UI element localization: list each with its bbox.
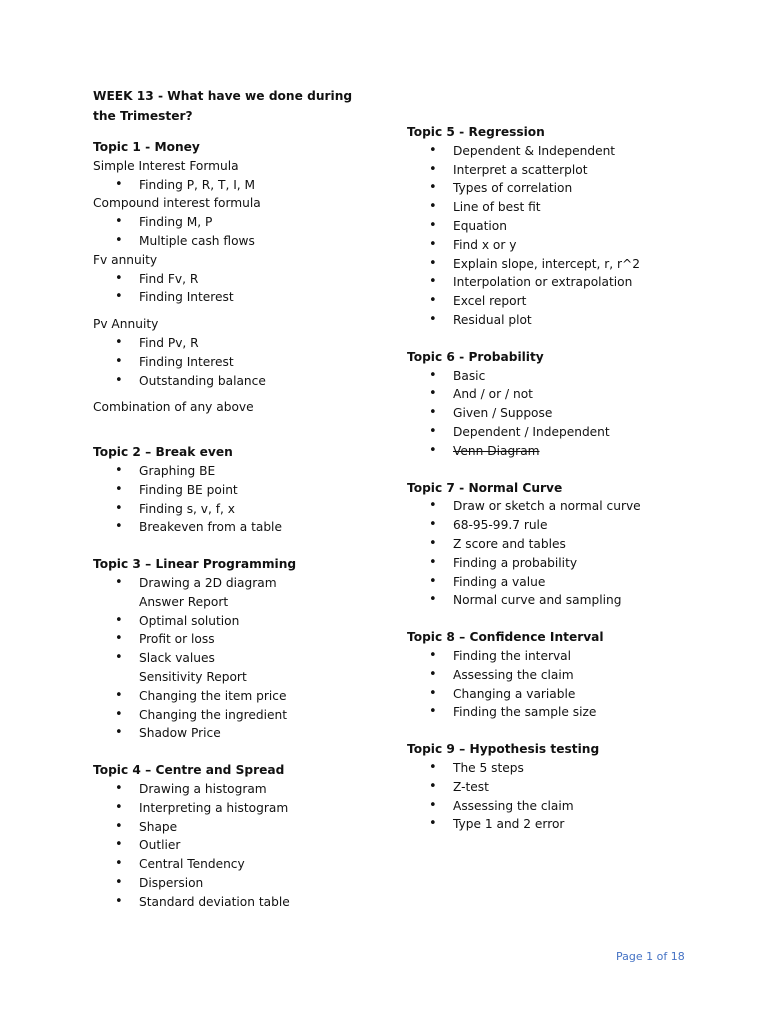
list-item: • And / or / not (407, 385, 707, 404)
bullet-list (93, 574, 363, 743)
bullet-list (407, 142, 707, 330)
topic-title: Topic 6 - Probability (407, 349, 544, 364)
list-item: • Residual plot (407, 311, 707, 330)
topic-block (407, 740, 707, 834)
list-item: • The 5 steps (407, 759, 707, 778)
topic-block (407, 348, 707, 461)
list-item: • Outlier (93, 836, 363, 855)
list-item: • Type 1 and 2 error (407, 815, 707, 834)
topic-title: Topic 1 - Money (93, 140, 200, 154)
list-item: • Types of correlation (407, 179, 707, 198)
subtopic-label: Fv annuity (93, 252, 158, 267)
topic-title: Topic 2 – Break even (93, 445, 233, 460)
subtopic-label: Combination of any above (93, 400, 254, 415)
bullet-list (93, 176, 363, 195)
page-number: Page 1 of 18 (616, 950, 685, 963)
bullet-list (407, 759, 707, 834)
topic-title: Topic 7 - Normal Curve (407, 480, 563, 495)
list-item: • Shape (93, 818, 363, 837)
subtopic-label: Pv Annuity (93, 317, 159, 332)
topic-title: Topic 4 – Centre and Spread (93, 763, 285, 778)
list-item: • Find x or y (407, 236, 707, 255)
list-item: • Changing the item price (93, 687, 363, 706)
list-item: • Finding a value (407, 573, 707, 592)
subtopic-label: Simple Interest Formula (93, 158, 239, 173)
list-item: • Finding P, R, T, I, M (93, 176, 363, 195)
bullet-list (93, 334, 363, 390)
list-item: • Finding Interest (93, 288, 363, 307)
list-item: • Given / Suppose (407, 404, 707, 423)
list-item: • Standard deviation table (93, 893, 363, 912)
right-column (407, 123, 707, 852)
list-item: • Finding s, v, f, x (93, 500, 363, 519)
list-item: • Find Fv, R (93, 270, 363, 289)
left-topic-list (93, 138, 363, 911)
subtopic-label: Compound interest formula (93, 196, 261, 211)
list-item: • Drawing a 2D diagram (93, 574, 363, 593)
list-item: Answer Report (139, 594, 229, 609)
bullet-list (407, 647, 707, 722)
topic-block (93, 555, 363, 743)
list-item: Sensitivity Report (139, 669, 247, 684)
topic-block (407, 479, 707, 611)
list-item: • Profit or loss (93, 630, 363, 649)
topic-title: Topic 5 - Regression (407, 125, 545, 139)
list-item: • Draw or sketch a normal curve (407, 497, 707, 516)
list-item: • Dispersion (93, 874, 363, 893)
topic-title: Topic 8 – Confidence Interval (407, 630, 604, 645)
list-item: • Z-test (407, 778, 707, 797)
right-topic-list (407, 123, 707, 834)
list-item: • Assessing the claim (407, 666, 707, 685)
list-item: • Multiple cash flows (93, 232, 363, 251)
topic-block (93, 443, 363, 537)
list-item: • Shadow Price (93, 724, 363, 743)
list-item: • Finding a probability (407, 554, 707, 573)
list-item: • Breakeven from a table (93, 518, 363, 537)
list-item: • Finding M, P (93, 213, 363, 232)
list-item: • Interpreting a histogram (93, 799, 363, 818)
list-item: • Dependent & Independent (407, 142, 707, 161)
bullet-list (93, 780, 363, 912)
bullet-list (407, 367, 707, 461)
list-item: • Line of best fit (407, 198, 707, 217)
list-item: • Outstanding balance (93, 372, 363, 391)
list-item: • Drawing a histogram (93, 780, 363, 799)
topic-block (93, 138, 363, 417)
list-item: • Interpolation or extrapolation (407, 273, 707, 292)
bullet-list (407, 497, 707, 610)
list-item: • Interpret a scatterplot (407, 161, 707, 180)
list-item: • Explain slope, intercept, r, r^2 (407, 255, 707, 274)
list-item: • Finding the sample size (407, 703, 707, 722)
topic-title: Topic 9 – Hypothesis testing (407, 742, 600, 757)
list-item: • Excel report (407, 292, 707, 311)
bullet-list (93, 270, 363, 308)
list-item: • Changing the ingredient (93, 706, 363, 725)
list-item: • 68-95-99.7 rule (407, 516, 707, 535)
topic-title: Topic 3 – Linear Programming (93, 557, 297, 572)
list-item: • Slack values (93, 649, 363, 668)
list-item: • Finding Interest (93, 353, 363, 372)
topic-block (407, 628, 707, 722)
list-item: • Finding BE point (93, 481, 363, 500)
list-item: • Finding the interval (407, 647, 707, 666)
topic-block (407, 123, 707, 330)
week-title: WEEK 13 - What have we done during the Trimester? (93, 89, 353, 123)
bullet-list (93, 213, 363, 251)
list-item: • Assessing the claim (407, 797, 707, 816)
list-item: • Changing a variable (407, 685, 707, 704)
list-item: • Dependent / Independent (407, 423, 707, 442)
left-column (93, 86, 363, 929)
topic-block (93, 761, 363, 911)
list-item: • Basic (407, 367, 707, 386)
list-item: • Normal curve and sampling (407, 591, 707, 610)
list-item: • Find Pv, R (93, 334, 363, 353)
list-item: • Z score and tables (407, 535, 707, 554)
list-item: • Equation (407, 217, 707, 236)
bullet-list (93, 462, 363, 537)
list-item: • Central Tendency (93, 855, 363, 874)
list-item: • Venn Diagram (407, 442, 707, 461)
list-item: • Optimal solution (93, 612, 363, 631)
list-item: • Graphing BE (93, 462, 363, 481)
